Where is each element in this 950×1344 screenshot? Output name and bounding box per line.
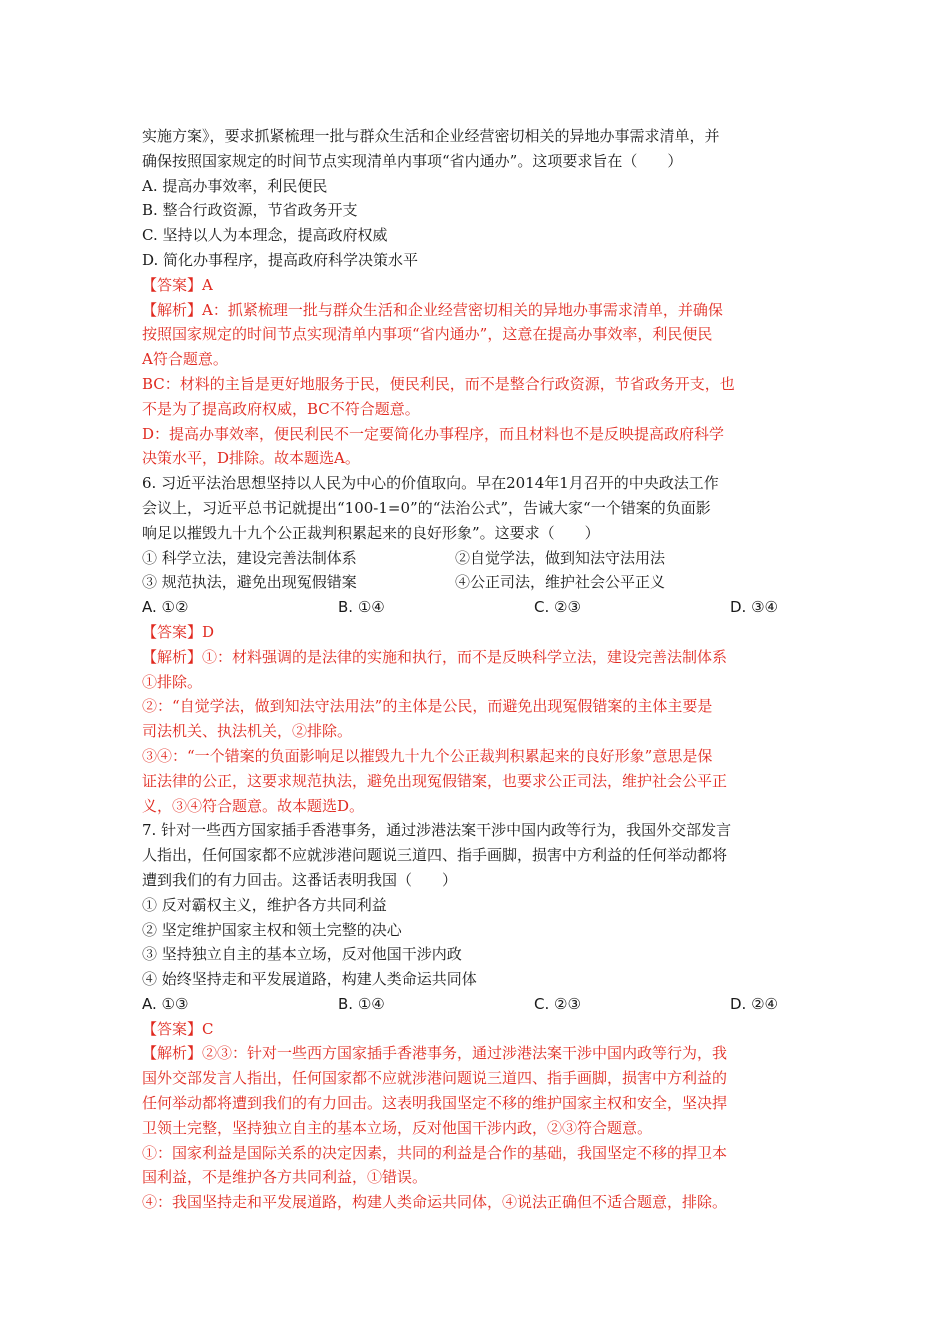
q6-analysis-line: ③④：“一个错案的负面影响足以摧毁九十九个公正裁判积累起来的良好形象”意思是保 <box>142 746 713 765</box>
q6-answer: 【答案】D <box>142 622 215 641</box>
q5-option-b: B. 整合行政资源，节省政务开支 <box>142 201 358 220</box>
q5-analysis-line: A符合题意。 <box>142 350 228 369</box>
q5-option-a: A. 提高办事效率，利民便民 <box>142 176 328 195</box>
q6-analysis-line: 司法机关、执法机关，②排除。 <box>142 722 353 741</box>
q5-stem-line: 确保按照国家规定的时间节点实现清单内事项“省内通办”。这项要求旨在（ ） <box>142 151 683 170</box>
q6-analysis-line: 义，③④符合题意。故本题选D。 <box>142 796 365 815</box>
q5-analysis-line: BC：材料的主旨是更好地服务于民，便民利民，而不是整合行政资源，节省政务开支，也 <box>142 374 735 393</box>
q6-statement-2: ②自觉学法，做到知法守法用法 <box>455 548 666 567</box>
q7-stem-line: 遭到我们的有力回击。这番话表明我国（ ） <box>142 870 458 889</box>
q6-analysis-line: 证法律的公正，这要求规范执法，避免出现冤假错案，也要求公正司法，维护社会公平正 <box>142 771 728 790</box>
q6-statement-4: ④公正司法，维护社会公平正义 <box>455 573 666 592</box>
q7-statement-2: ② 坚定维护国家主权和领土完整的决心 <box>142 920 402 939</box>
q7-analysis-line: 【解析】②③：针对一些西方国家插手香港事务，通过涉港法案干涉中国内政等行为，我 <box>142 1044 728 1063</box>
q5-analysis-line: 【解析】A：抓紧梳理一批与群众生活和企业经营密切相关的异地办事需求清单，并确保 <box>142 300 723 319</box>
q6-stem-line: 会议上，习近平总书记就提出“100-1=0”的“法治公式”，告诫大家“一个错案的负面影 <box>142 498 711 517</box>
q6-stem-line: 6. 习近平法治思想坚持以人民为中心的价值取向。早在2014年1月召开的中央政法工作 <box>142 474 719 493</box>
q6-statement-1: ① 科学立法，建设完善法制体系 <box>142 548 357 567</box>
q7-answer: 【答案】C <box>142 1019 214 1038</box>
q5-stem-line: 实施方案》，要求抓紧梳理一批与群众生活和企业经营密切相关的异地办事需求清单，并 <box>142 127 720 145</box>
q7-analysis-line: 国利益，不是维护各方共同利益，①错误。 <box>142 1168 428 1187</box>
q7-analysis-line: 任何举动都将遭到我们的有力回击。这表明我国坚定不移的维护国家主权和安全，坚决捍 <box>142 1094 728 1113</box>
question-6 <box>142 471 810 818</box>
q6-choice-d: D. ③④ <box>730 598 778 617</box>
q7-choice-b: B. ①④ <box>338 994 385 1013</box>
q6-analysis-line: ②：“自觉学法，做到知法守法用法”的主体是公民，而避免出现冤假错案的主体主要是 <box>142 697 713 716</box>
q7-stem-line: 人指出，任何国家都不应就涉港问题说三道四、指手画脚，损害中方利益的任何举动都将 <box>142 846 728 865</box>
q7-statement-4: ④ 始终坚持走和平发展道路，构建人类命运共同体 <box>142 970 477 989</box>
document-page <box>142 124 810 1215</box>
q6-choice-a: A. ①② <box>142 598 189 617</box>
q7-analysis-line: ④：我国坚持走和平发展道路，构建人类命运共同体，④说法正确但不适合题意，排除。 <box>142 1193 728 1212</box>
q7-stem-line: 7. 针对一些西方国家插手香港事务，通过涉港法案干涉中国内政等行为，我国外交部发言 <box>142 821 732 840</box>
q7-choice-c: C. ②③ <box>534 994 581 1013</box>
q7-statement-3: ③ 坚持独立自主的基本立场，反对他国干涉内政 <box>142 945 462 964</box>
q6-choices-row <box>142 595 810 620</box>
q6-analysis-line: 【解析】①：材料强调的是法律的实施和执行，而不是反映科学立法，建设完善法制体系 <box>142 647 728 666</box>
q7-analysis-line: 卫领土完整，坚持独立自主的基本立场，反对他国干涉内政，②③符合题意。 <box>142 1118 653 1137</box>
q7-choices-row <box>142 992 810 1017</box>
q5-option-c: C. 坚持以人为本理念，提高政府权威 <box>142 226 388 245</box>
q6-choice-b: B. ①④ <box>338 598 385 617</box>
q5-analysis-line: D：提高办事效率，便民利民不一定要简化办事程序，而且材料也不是反映提高政府科学 <box>142 424 725 443</box>
q6-analysis-line: ①排除。 <box>142 672 203 691</box>
q5-answer: 【答案】A <box>142 275 213 294</box>
q7-analysis-line: 国外交部发言人指出，任何国家都不应就涉港问题说三道四、指手画脚，损害中方利益的 <box>142 1069 728 1088</box>
q5-option-d: D. 简化办事程序，提高政府科学决策水平 <box>142 250 419 269</box>
q6-stem-line: 响足以摧毁九十九个公正裁判积累起来的良好形象”。这要求（ ） <box>142 523 600 542</box>
q6-statement-row <box>142 546 810 571</box>
q5-analysis-line: 不是为了提高政府权威，BC不符合题意。 <box>142 399 420 418</box>
q7-analysis-line: ①：国家利益是国际关系的决定因素，共同的利益是合作的基础，我国坚定不移的捍卫本 <box>142 1143 728 1162</box>
q5-analysis-line: 按照国家规定的时间节点实现清单内事项“省内通办”，这意在提高办事效率，利民便民 <box>142 325 713 344</box>
q7-statement-1: ① 反对霸权主义，维护各方共同利益 <box>142 895 387 914</box>
q5-analysis-line: 决策水平，D排除。故本题选A。 <box>142 449 360 468</box>
q6-statement-row <box>142 570 810 595</box>
q6-choice-c: C. ②③ <box>534 598 581 617</box>
q6-statement-3: ③ 规范执法，避免出现冤假错案 <box>142 573 357 592</box>
question-5 <box>142 124 810 471</box>
question-7 <box>142 818 810 1215</box>
q7-choice-d: D. ②④ <box>730 994 778 1013</box>
q7-choice-a: A. ①③ <box>142 994 189 1013</box>
